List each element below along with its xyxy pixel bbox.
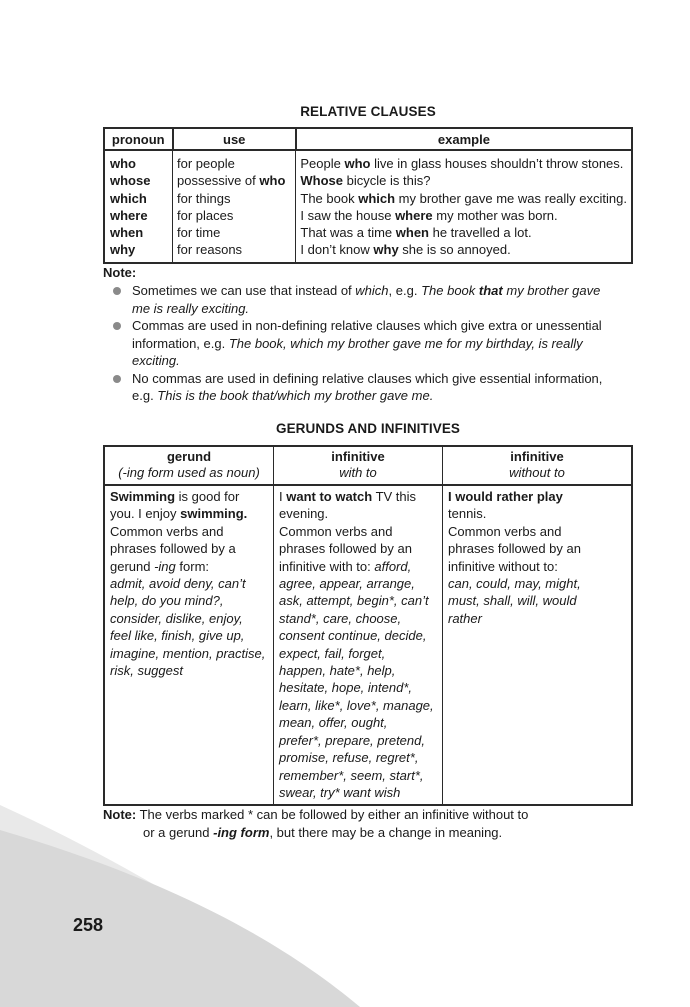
table-row (104, 150, 632, 172)
gerunds-infinitives-table (103, 445, 633, 806)
header-gerund: gerund (-ing form used as noun) (104, 446, 274, 485)
pronoun-cell: who (104, 150, 173, 172)
list-item: Commas are used in non-defining relative clauses which give extra or unessential information, e.g. The book, which my brother gave me for my birthday, is really exciting. (113, 317, 633, 370)
infinitive-with-to-cell: I want to watch TV this evening. Common verbs and phrases followed by an infinitive with to: afford, agree, appear, arrange, ask, attempt, begin*, can’t stand*, care, choose, consent continue, decide, expect, fail, forget, happen, hate*, help, hesitate, hope, intend*, learn, like*, love*, manage, mean, offer, ought, prefer*, prepare, pretend, promise, refuse, regret*, remember*, seem, start*, swear, try* want wish (274, 485, 443, 805)
note-label: Note: (103, 265, 137, 280)
note-bullet-list (113, 282, 633, 405)
header-infinitive-with-to: infinitive with to (274, 446, 443, 485)
bullet-dot-icon (113, 287, 121, 295)
table-row (104, 207, 632, 224)
header-infinitive-without-to: infinitive without to (443, 446, 633, 485)
example-cell: That was a time when he travelled a lot. (300, 225, 532, 241)
list-item: Sometimes we can use that instead of which, e.g. The book that my brother gave me is really exciting. (113, 282, 633, 317)
use-cell: for places (173, 207, 296, 224)
infinitive-without-to-cell: I would rather play tennis. Common verbs and phrases followed by an infinitive without to: can, could, may, might, must, shall, will, would rather (448, 489, 581, 626)
example-cell: Whose bicycle is this? (300, 173, 431, 189)
table-row (104, 190, 632, 207)
pronoun-cell: which (104, 190, 173, 207)
table-row (104, 224, 632, 241)
bottom-note: Note: The verbs marked * can be followed by either an infinitive without to or a gerund -ing form, but there may be a change in meaning. (103, 807, 529, 840)
table-row (104, 172, 632, 189)
pronoun-cell: where (104, 207, 173, 224)
table-header-row (104, 446, 632, 485)
header-example: example (296, 128, 632, 150)
pronoun-cell: why (104, 241, 173, 262)
list-item: No commas are used in defining relative clauses which give essential information, e.g. This is the book that/which my brother gave me. (113, 370, 633, 405)
table-row (104, 485, 632, 805)
pronoun-cell: when (104, 224, 173, 241)
use-cell: possessive of who (173, 172, 296, 189)
table-header-row (104, 128, 632, 150)
example-cell: The book which my brother gave me was really exciting. (300, 190, 627, 206)
use-cell: for time (173, 224, 296, 241)
use-cell: for people (173, 150, 296, 172)
header-use: use (173, 128, 296, 150)
example-cell: I don’t know why she is so annoyed. (300, 242, 511, 258)
gerunds-title: GERUNDS AND INFINITIVES (275, 421, 461, 436)
pronoun-cell: whose (104, 172, 173, 189)
page-number: 258 (73, 915, 104, 935)
example-cell: People who live in glass houses shouldn’t throw stones. (300, 156, 624, 171)
use-cell: for things (173, 190, 296, 207)
bullet-dot-icon (113, 322, 121, 330)
bullet-dot-icon (113, 375, 121, 383)
header-pronoun: pronoun (104, 128, 173, 150)
use-cell: for reasons (173, 241, 296, 262)
relative-clauses-title: RELATIVE CLAUSES (300, 104, 436, 119)
example-cell: I saw the house where my mother was born. (300, 207, 558, 223)
note-label: Note: (103, 807, 137, 822)
table-row (104, 241, 632, 262)
gerund-cell: Swimming is good for you. I enjoy swimming. Common verbs and phrases followed by a gerund -ing form: admit, avoid deny, can’t help, do you mind?, consider, dislike, enjoy, feel like, finish, give up, imagine, mention, practise, risk, suggest (104, 485, 274, 805)
relative-clauses-table (103, 127, 633, 264)
